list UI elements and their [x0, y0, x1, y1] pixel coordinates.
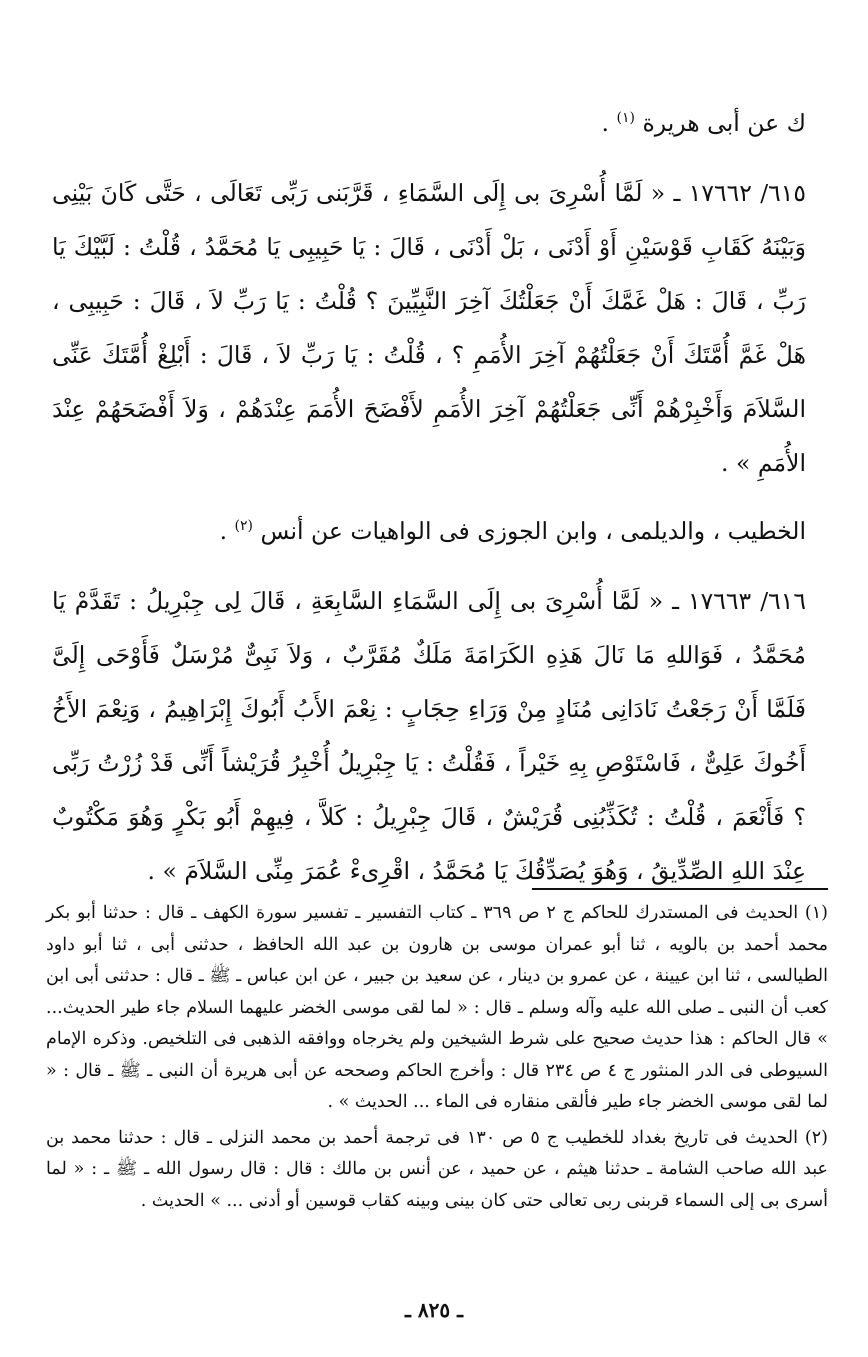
fragment-text: ك عن أبى هريرة	[642, 109, 806, 137]
hadith-615: ٦١٥/ ١٧٦٦٢ ـ « لَمَّا أُسْرِىَ بى إِلَى السَّمَاءِ ، قَرَّبَنى رَبِّى تَعَالَى ، حَتَّى كَانَ بَيْنِى وَبَيْنَهُ كَقَابِ قَوْسَيْنِ أَوْ أَدْنَى ، بَلْ أَدْنَى ، قَالَ : يَا حَبِيبِى يَا مُحَمَّدُ ، قُلْتُ : لَبَّيْكَ يَا رَبِّ ، قَالَ : هَلْ غَمَّكَ أَنْ جَعَلْتُكَ آخِرَ النَّبِيِّينَ ؟ قُلْتُ : يَا رَبِّ لاَ ، قَالَ : حَبِيبِى ، هَلْ غَمَّ أُمَّتَكَ أَنْ جَعَلْتُهُمْ آخِرَ الأُمَمِ ؟ ، قُلْتُ : يَا رَبِّ لاَ ، قَالَ : أَبْلِغْ أُمَّتَكَ عَنِّى السَّلاَمَ وَأَخْبِرْهُمْ أَنِّى جَعَلْتُهُمْ آخِرَ الأُمَمِ لأَفْضَحَ الأُمَمَ عِنْدَهُمْ ، وَلاَ أَفْضَحَهُمْ عِنْدَ الأُمَمِ » .	[52, 179, 806, 477]
footnote-1: (١) الحديث فى المستدرك للحاكم ج ٢ ص ٣٦٩ ـ كتاب التفسير ـ تفسير سورة الكهف ـ قال : حدثنا أبو بكر محمد أحمد بن بالويه ، ثنا أبو عمران موسى بن هارون بن عبد الله الحافظ ، حدثنى أبى ، ثنا أبو داود الطيالسى ، ثنا ابن عيينة ، عن عمرو بن دينار ، عن سعيد بن جبير ، عن ابن عباس ـ ﷺ ـ قال : حدثنى أبى ابن كعب أن النبى ـ صلى الله عليه وآله وسلم ـ قال : « لما لقى موسى الخضر عليهما السلام جاء طير الحديث... » قال الحاكم : هذا حديث صحيح على شرط الشيخين ولم يخرجاه ووافقه الذهبى فى التلخيص. وذكره الإمام السيوطى فى الدر المنثور ج ٤ ص ٢٣٤ قال : وأخرج الحاكم وصححه عن أبى هريرة أن النبى ـ ﷺ ـ قال : « لما لقى موسى الخضر جاء طير فألقى منقاره فى الماء ... الحديث » .	[46, 903, 828, 1112]
footnote-ref-2: (٢)	[234, 518, 253, 535]
page-number: ـ ٨٢٥ ـ	[405, 1298, 463, 1322]
footnotes	[46, 898, 828, 1217]
fragment-end: .	[601, 109, 610, 137]
footnote-2: (٢) الحديث فى تاريخ بغداد للخطيب ج ٥ ص ١٣٠ فى ترجمة أحمد بن محمد النزلى ـ قال : حدثنا محمد بن عبد الله صاحب الشامة ـ حدثنا هيثم ، عن حميد ، عن أنس بن مالك : قال : قال رسول الله ـ ﷺ ـ : « لما أسرى بى إلى السماء قربنى ربى تعالى حتى كان بينى وبينه كقاب قوسين أو أدنى ... » الحديث .	[46, 1127, 828, 1211]
source-615	[52, 504, 806, 558]
footnote-ref-1: (١)	[616, 110, 635, 127]
source-615-end: .	[219, 517, 228, 545]
fragment-line	[52, 96, 806, 150]
main-text	[52, 96, 806, 898]
hadith-616: ٦١٦/ ١٧٦٦٣ ـ « لَمَّا أُسْرِىَ بى إِلَى السَّمَاءِ السَّابِعَةِ ، قَالَ لِى جِبْرِيلُ : تَقَدَّمْ يَا مُحَمَّدُ ، فَوَاللهِ مَا نَالَ هَذِهِ الكَرَامَةَ مَلَكٌ مُقَرَّبٌ ، وَلاَ نَبِىٌّ مُرْسَلٌ فَأَوْحَى إِلَىَّ فَلَمَّا أَنْ رَجَعْتُ نَادَانِى مُنَادٍ مِنْ وَرَاءِ حِجَابٍ : نِعْمَ الأَبُ أَبُوكَ إِبْرَاهِيمُ ، وَنِعْمَ الأَخُ أَخُوكَ عَلِىٌّ ، فَاسْتَوْصِ بِهِ خَيْراً ، فَقُلْتُ : يَا جِبْرِيلُ أُخْبِرُ قُرَيْشاً أَنِّى قَدْ زُرْتُ رَبِّى ؟ فَأَنْعَمَ ، قُلْتُ : تُكَذِّبُنِى قُرَيْشٌ ، قَالَ جِبْرِيلُ : كَلاَّ ، فِيهِمْ أَبُو بَكْرٍ وَهُوَ مَكْتُوبٌ عِنْدَ اللهِ الصِّدِّيقُ ، وَهُوَ يُصَدِّقُكَ يَا مُحَمَّدُ ، اقْرِىءْ عُمَرَ مِنِّى السَّلاَمَ » .	[52, 587, 806, 885]
footnote-separator	[532, 888, 828, 890]
source-615-text: الخطيب ، والديلمى ، وابن الجوزى فى الواهيات عن أنس	[260, 517, 806, 545]
